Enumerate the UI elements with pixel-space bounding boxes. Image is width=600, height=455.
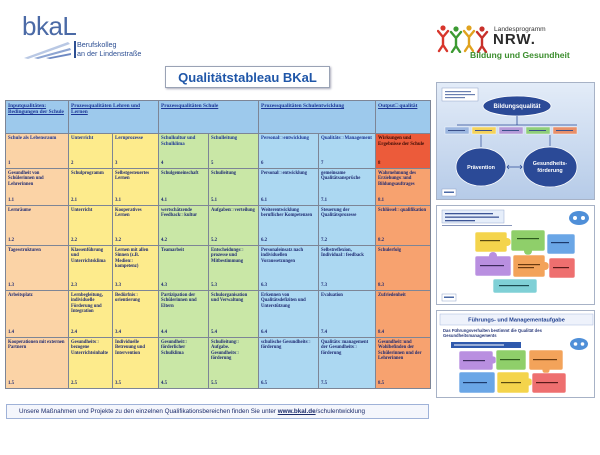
slide-3-bubble-icon — [570, 338, 588, 350]
quality-cell-1-3 — [6, 246, 69, 291]
cell-label: Personal□ entwicklung — [261, 171, 307, 176]
cell-number: 2.1 — [71, 198, 77, 203]
quality-cell-6-2 — [259, 206, 319, 246]
cell-number: 1.4 — [8, 330, 14, 335]
program-label: Landesprogramm — [494, 26, 546, 33]
quality-cell-7-5 — [319, 338, 376, 389]
cell-number: 6.5 — [261, 381, 268, 386]
quality-cell-8-1 — [376, 169, 431, 206]
page-title: Qualitätstableau BKaL — [165, 66, 330, 88]
cell-number: 3.4 — [115, 330, 121, 335]
cell-number: 5.4 — [211, 330, 218, 335]
cell-label: gemeinsame Qualitätsansprüche — [321, 171, 361, 182]
cell-number: 2.5 — [71, 381, 77, 386]
cell-label: Lernräume — [8, 208, 31, 213]
quality-cell-7-3 — [319, 246, 376, 291]
cell-label: Arbeitsplatz — [8, 293, 33, 298]
column-group-header — [259, 101, 376, 134]
cell-label: Schulorganisation und Verwaltung — [211, 293, 248, 304]
slide-1-right-label-2: förderung — [537, 168, 563, 174]
cell-number: 8.3 — [378, 283, 385, 288]
quality-cell-7-4 — [319, 291, 376, 338]
footer-link-path[interactable]: /schulentwicklung — [315, 408, 365, 415]
cell-label: Inputqualitäten: Bedingungen der Schule — [8, 103, 64, 116]
column-group-header — [69, 101, 159, 134]
cell-label: schulische Gesundheits□ förderung — [261, 340, 311, 351]
cell-label: Lernprozesse — [115, 136, 143, 141]
cell-label: Wirkungen und Ergebnisse der Schule — [378, 136, 425, 147]
cell-number: 8.4 — [378, 330, 385, 335]
cell-number: 6.1 — [261, 198, 268, 203]
category-header-1 — [6, 134, 69, 169]
footer-link-domain[interactable]: www.bkal.de — [277, 408, 316, 415]
cell-label: Entscheidungs□ prozesse und Mitbestimmung — [211, 248, 244, 264]
quality-cell-4-1 — [159, 169, 209, 206]
quality-cell-2-3 — [69, 246, 113, 291]
column-group-header — [159, 101, 259, 134]
cell-label: Personaleinsatz nach individuellen Voraussetzungen — [261, 248, 304, 264]
category-header-3 — [113, 134, 159, 169]
program-tagline: Bildung und Gesundheit — [470, 50, 570, 60]
cell-number: 2.2 — [71, 238, 77, 243]
cell-label: Partizipation der Schülerinnen und Eltern — [161, 293, 197, 309]
cell-number: 2.4 — [71, 330, 77, 335]
cell-label: Unterricht — [71, 136, 94, 141]
footer-text: Unsere Maßnahmen und Projekte zu den einzelnen Qualifikationsbereichen finden Sie unter — [19, 408, 278, 415]
column-group-header — [376, 101, 431, 134]
slide-2-puzzle-diagram — [437, 206, 595, 305]
school-name-line2: an der Lindenstraße — [77, 49, 142, 58]
quality-cell-3-2 — [113, 206, 159, 246]
quality-cell-5-4 — [209, 291, 259, 338]
cell-label: Klassenführung und Unterrichtsklima — [71, 248, 106, 264]
cell-number: 3.5 — [115, 381, 121, 386]
cell-label: Lernbegleitung, individuelle Förderung und Integration — [71, 293, 103, 314]
quality-cell-8-2 — [376, 206, 431, 246]
cell-number: 5.2 — [211, 238, 218, 243]
slide-3-leadership-diagram — [437, 311, 595, 398]
cell-label: Prozessqualitäten Lehren und Lernen — [71, 103, 140, 116]
cell-label: Schulprogramm — [71, 171, 104, 176]
quality-cell-7-2 — [319, 206, 376, 246]
cell-number: 5.5 — [211, 381, 218, 386]
category-header-4 — [159, 134, 209, 169]
quality-cell-8-3 — [376, 246, 431, 291]
cell-number: 7 — [321, 161, 324, 166]
cell-label: Personal□ entwicklung — [261, 136, 309, 141]
cell-number: 6 — [261, 161, 264, 166]
logo-divider — [74, 41, 76, 58]
slide-2-bubble-icon — [569, 211, 589, 225]
quality-cell-3-5 — [113, 338, 159, 389]
cell-number: 7.4 — [321, 330, 328, 335]
quality-cell-3-4 — [113, 291, 159, 338]
table-row — [6, 169, 431, 206]
quality-cell-4-2 — [159, 206, 209, 246]
footer-note — [6, 404, 429, 419]
cell-number: 4 — [161, 161, 164, 166]
cell-label: Qualitäts□ Management — [321, 136, 372, 141]
cell-label: Selbstreflexion, Individual□ feedback — [321, 248, 364, 259]
slide-thumbnail-2 — [436, 205, 595, 305]
cell-label: Schulgemeinschaft — [161, 171, 199, 176]
cell-number: 5.3 — [211, 283, 218, 288]
cell-label: Teamarbeit — [161, 248, 185, 253]
category-row — [6, 134, 431, 169]
slide-1-right-label-1: Gesundheits- — [532, 161, 568, 167]
slide-3-subtext-1: Das Führungsverhalten bestimmt die Qualität des — [443, 328, 542, 333]
cell-number: 8.2 — [378, 238, 385, 243]
table-row — [6, 206, 431, 246]
cell-label: Selbstgesteuertes Lernen — [115, 171, 150, 182]
cell-label: Zufriedenheit — [378, 293, 406, 298]
slide-thumbnail-3 — [436, 310, 595, 398]
school-name-line1: Berufskolleg — [77, 40, 117, 49]
cell-number: 1.5 — [8, 381, 14, 386]
cell-number: 5 — [211, 161, 214, 166]
quality-cell-1-1 — [6, 169, 69, 206]
program-figures-icon — [437, 23, 491, 53]
cell-number: 8.1 — [378, 198, 385, 203]
quality-cell-1-5 — [6, 338, 69, 389]
slide-thumbnail-1 — [436, 82, 595, 200]
cell-number: 4.2 — [161, 238, 168, 243]
quality-cell-5-3 — [209, 246, 259, 291]
cell-label: Schulerfolg — [378, 248, 401, 253]
cell-label: Aufgaben□ verteilung — [211, 208, 255, 213]
cell-label: wertschätzende Feedback□ kultur — [161, 208, 198, 219]
cell-label: Schulleitung□ Aufgabe. Gesundheits□ förderung — [211, 340, 239, 361]
cell-label: Prozessqualitäten Schule — [161, 103, 219, 109]
quality-cell-2-5 — [69, 338, 113, 389]
cell-label: Kooperatives Lernen — [115, 208, 142, 219]
table-row — [6, 338, 431, 389]
slide-1-box-row — [445, 127, 577, 134]
cell-number: 6.3 — [261, 283, 268, 288]
cell-number: 8 — [378, 161, 381, 166]
slide-1-right-circle — [523, 147, 577, 187]
quality-cell-3-3 — [113, 246, 159, 291]
slide-3-puzzle-pieces — [459, 350, 566, 393]
slide-1-double-arrow-icon — [507, 165, 522, 169]
cell-number: 8.5 — [378, 381, 385, 386]
quality-cell-4-4 — [159, 291, 209, 338]
cell-label: Bedürfnis□ orientierung — [115, 293, 140, 304]
cell-label: Schulleitung — [211, 171, 237, 176]
cell-number: 6.4 — [261, 330, 268, 335]
cell-number: 3.2 — [115, 238, 121, 243]
cell-label: Schlüssel□ qualifikation — [378, 208, 427, 213]
quality-cell-1-2 — [6, 206, 69, 246]
quality-cell-8-4 — [376, 291, 431, 338]
cell-label: Unterricht — [71, 208, 93, 213]
category-header-6 — [259, 134, 319, 169]
quality-cell-2-2 — [69, 206, 113, 246]
cell-number: 3.1 — [115, 198, 121, 203]
table-row — [6, 246, 431, 291]
cell-number: 4.4 — [161, 330, 168, 335]
cell-label: Prozessqualitäten Schulentwicklung — [261, 103, 345, 109]
cell-label: Weiterentwicklung beruflicher Kompetenzen — [261, 208, 313, 219]
cell-number: 6.2 — [261, 238, 268, 243]
cell-number: 4.3 — [161, 283, 168, 288]
cell-number: 7.5 — [321, 381, 328, 386]
quality-cell-5-2 — [209, 206, 259, 246]
cell-number: 1.3 — [8, 283, 14, 288]
school-logo — [20, 13, 155, 61]
column-group-header — [6, 101, 69, 134]
cell-number: 2 — [71, 161, 74, 166]
slide-3-subtext-2: Gesundheitsmanagements — [443, 333, 497, 338]
quality-tableau-table — [5, 100, 431, 389]
cell-label: Wahrnehmung des Erziehungs□und Bildungsauftrages — [378, 171, 416, 187]
category-header-8 — [376, 134, 431, 169]
cell-number: 1 — [8, 161, 11, 166]
cell-number: 2.3 — [71, 283, 77, 288]
category-header-5 — [209, 134, 259, 169]
category-header-2 — [69, 134, 113, 169]
cell-number: 7.2 — [321, 238, 328, 243]
cell-number: 7.1 — [321, 198, 328, 203]
cell-label: Gesundheit von Schülerinnen und Lehrerinnen — [8, 171, 44, 187]
quality-cell-6-3 — [259, 246, 319, 291]
quality-cell-5-1 — [209, 169, 259, 206]
quality-cell-6-4 — [259, 291, 319, 338]
cell-label: Schule als Lebensraum — [8, 136, 57, 141]
cell-label: Schulleitung — [211, 136, 238, 141]
quality-cell-5-5 — [209, 338, 259, 389]
quality-cell-4-3 — [159, 246, 209, 291]
cell-number: 3 — [115, 161, 118, 166]
slide-1-left-label: Prävention — [467, 165, 495, 171]
cell-label: Erkennen von Qualitätsdefiziten und Unterstützung — [261, 293, 306, 309]
quality-cell-3-1 — [113, 169, 159, 206]
slide-1-center-label: Bildungsqualität — [493, 104, 541, 110]
cell-label: Schulkultur und Schulklima — [161, 136, 196, 147]
cell-number: 1.2 — [8, 238, 14, 243]
slide-1-diagram — [437, 83, 595, 200]
cell-label: Qualitäts□management der Gesundheits□ förderung — [321, 340, 369, 356]
quality-cell-2-4 — [69, 291, 113, 338]
cell-label: Gesundheit□und Wohlbefinden der Schülerinnen und der Lehrerinnen — [378, 340, 422, 361]
category-header-7 — [319, 134, 376, 169]
logo-blade-icon — [20, 40, 72, 60]
cell-label: Output□ qualität — [378, 103, 418, 109]
quality-cell-8-5 — [376, 338, 431, 389]
cell-number: 4.1 — [161, 198, 168, 203]
quality-cell-6-5 — [259, 338, 319, 389]
cell-label: Evaluation — [321, 293, 343, 298]
cell-number: 1.1 — [8, 198, 14, 203]
cell-label: Lernen mit allen Sinnen (z.B. Medien□ kompetenz) — [115, 248, 149, 269]
quality-cell-7-1 — [319, 169, 376, 206]
quality-cell-4-5 — [159, 338, 209, 389]
slide-2-puzzle-pieces — [475, 230, 575, 293]
quality-cell-1-4 — [6, 291, 69, 338]
cell-label: Individuelle Betreuung und Intervention — [115, 340, 146, 356]
quality-cell-6-1 — [259, 169, 319, 206]
cell-label: Steuerung der Qualitätsprozesse — [321, 208, 357, 219]
cell-number: 5.1 — [211, 198, 218, 203]
school-logo-wordmark: bkaL — [22, 11, 77, 41]
cell-number: 3.3 — [115, 283, 121, 288]
cell-label: Gesundheit□ förderlicher Schulklima — [161, 340, 187, 356]
cell-label: Gesundheits□ bezogene Unterrichtsinhalte — [71, 340, 108, 356]
program-mark: NRW. — [493, 31, 536, 48]
cell-number: 7.3 — [321, 283, 328, 288]
quality-cell-2-1 — [69, 169, 113, 206]
cell-label: Tagesstrukturen — [8, 248, 41, 253]
table-row — [6, 291, 431, 338]
header-row — [6, 101, 431, 134]
cell-label: Kooperationen mit externen Partnern — [8, 340, 65, 351]
cell-number: 4.5 — [161, 381, 168, 386]
slide-3-heading: Führungs- und Managementaufgabe — [468, 317, 565, 324]
